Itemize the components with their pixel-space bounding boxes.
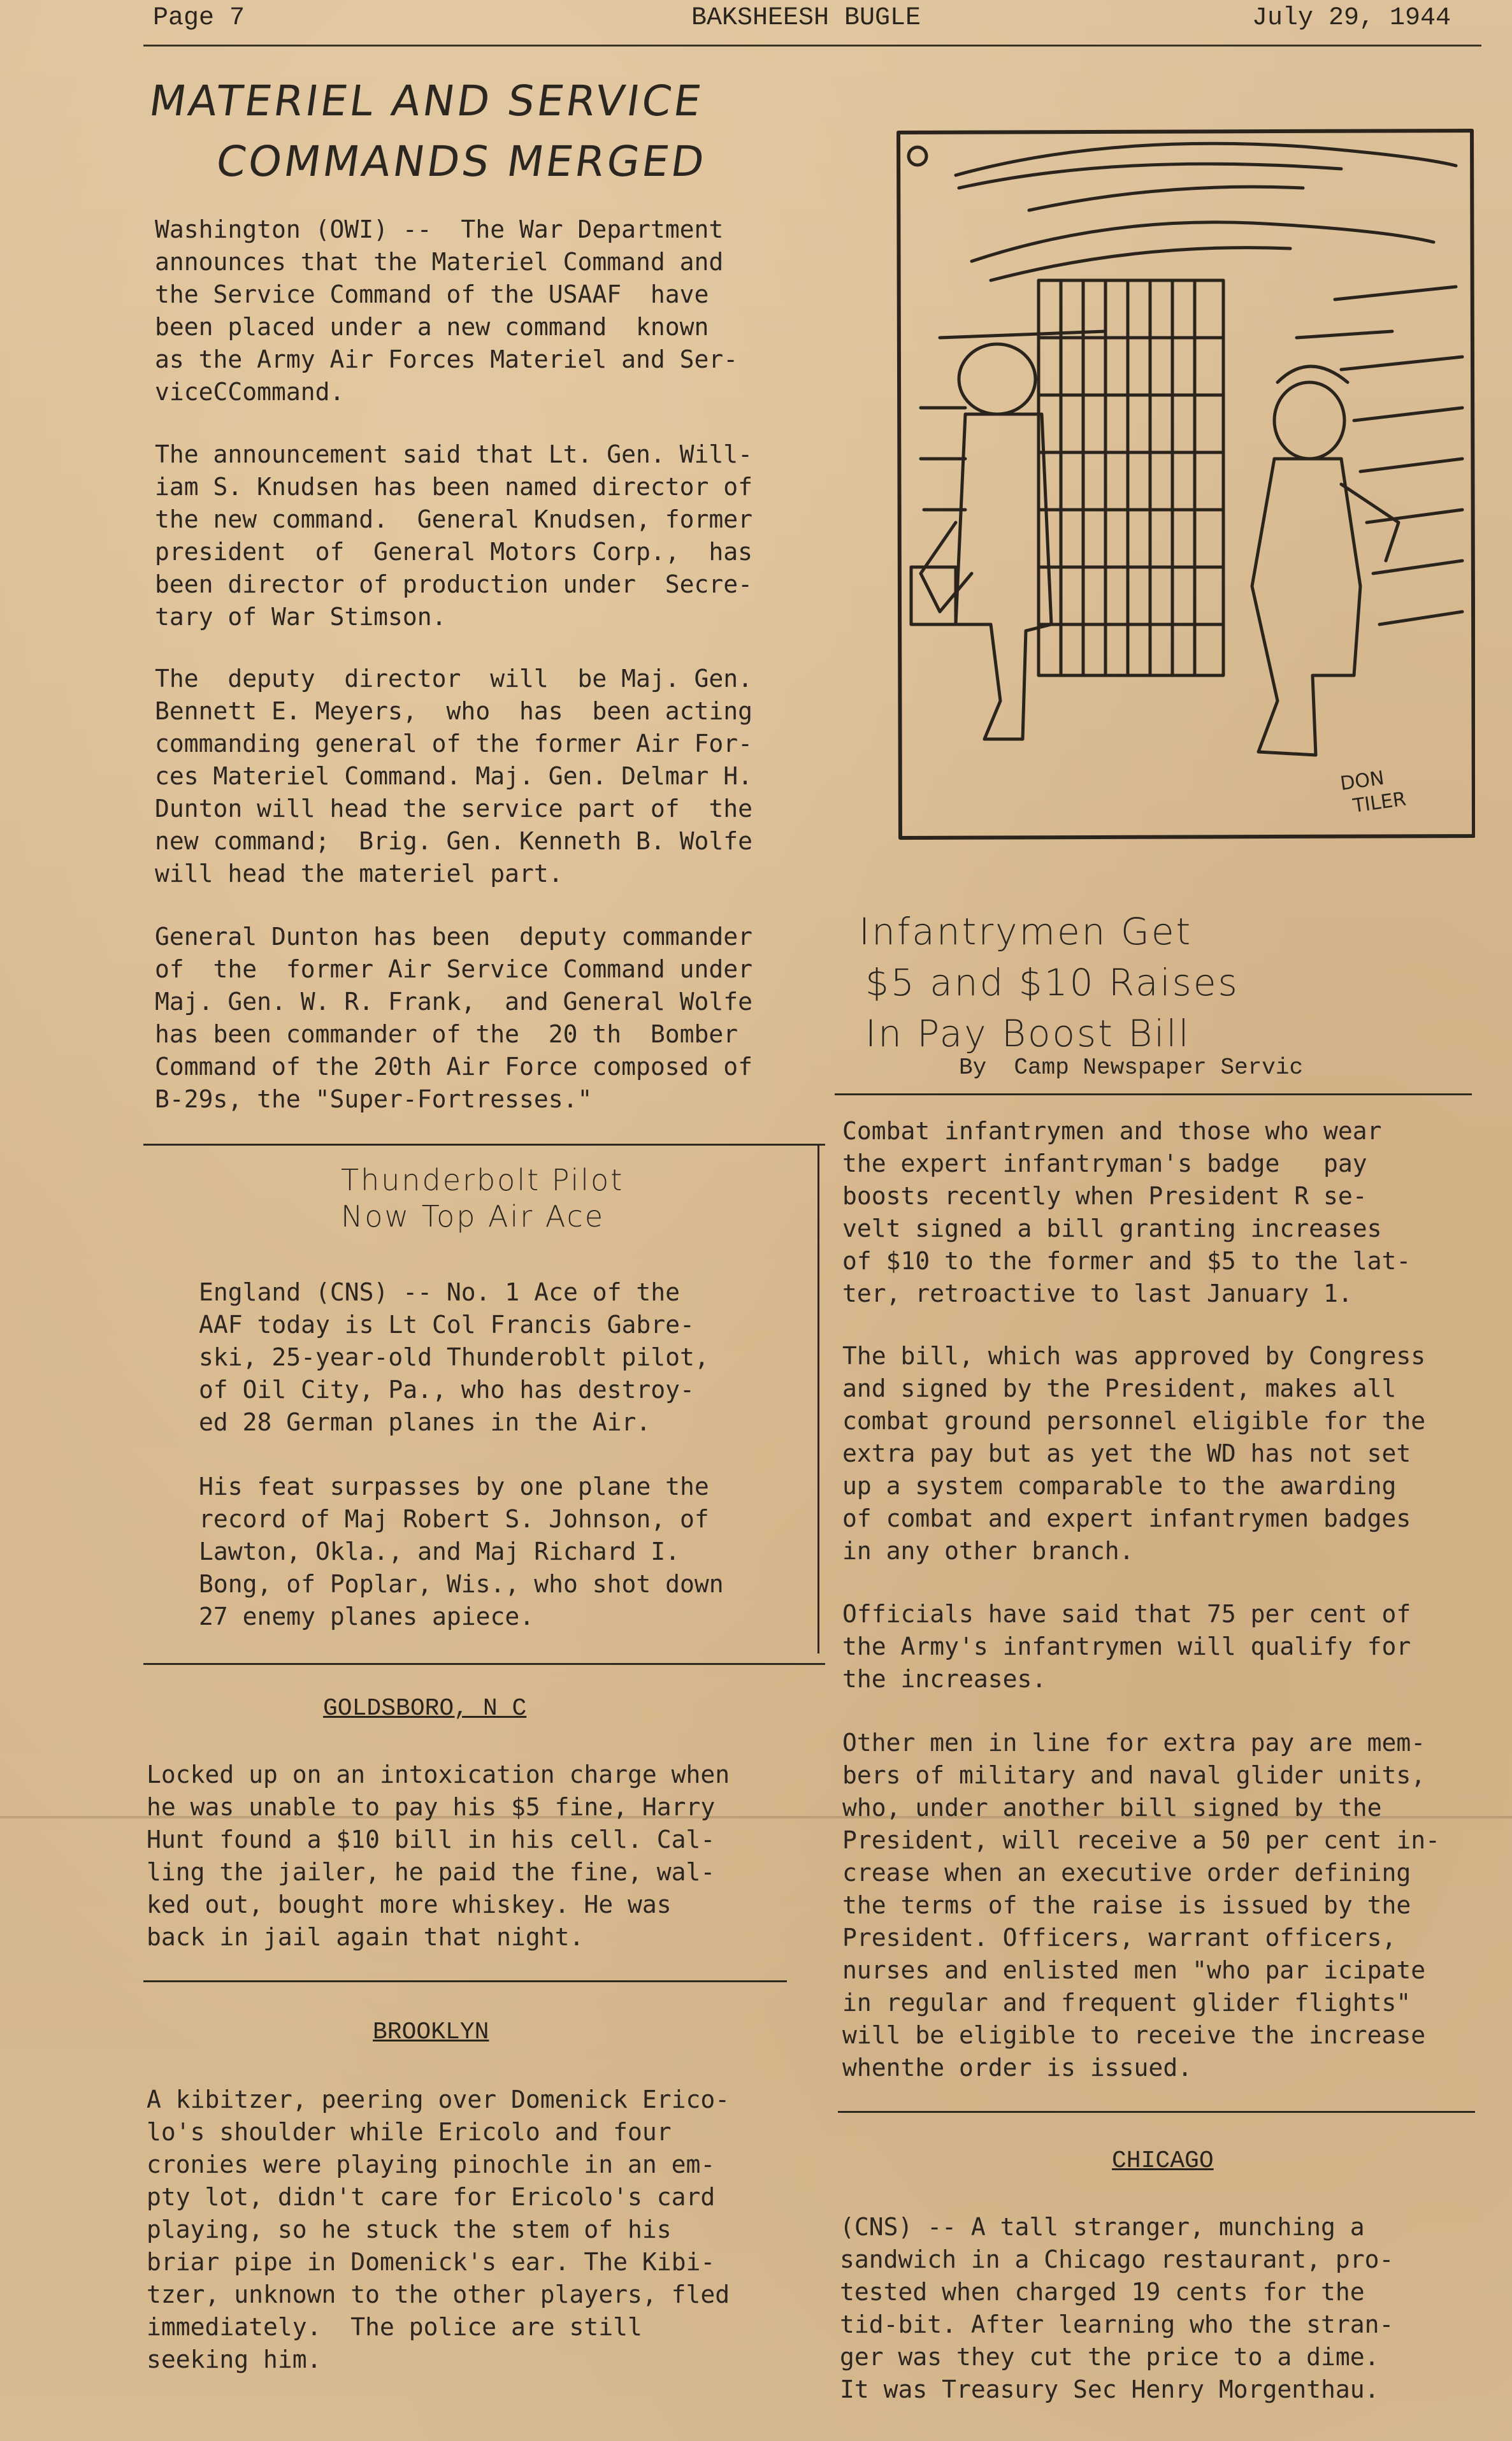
materiel-paragraph-3: The deputy director will be Maj. Gen. Bennett E. Meyers, who has been acting commanding general of the former Air For- ces Materiel Command. Maj. Gen. Delmar H. Dunton will head the service part of the new command; Brig. Gen. Kenneth B. Wolfe will head the materiel part. — [155, 665, 752, 888]
cartoon-signature-line2: TILER — [1351, 788, 1408, 817]
goldsboro-dateline: GOLDSBORO, N C — [323, 1695, 527, 1722]
chicago-paragraph: (CNS) -- A tall stranger, munching a sandwich in a Chicago restaurant, pro- tested when charged 19 cents for the tid-bit. After learning who the stran- ger was they cut the price to a dime. It was Treasury Sec Henry Morgenthau. — [840, 2213, 1394, 2403]
thunderbolt-headline-line1: Thunderbolt Pilot — [341, 1163, 624, 1197]
brooklyn-dateline: BROOKLYN — [373, 2019, 489, 2046]
materiel-paragraph-4: General Dunton has been deputy commander of the former Air Service Command under Maj. Gen. W. R. Frank, and General Wolfe has been commander of the 20 th Bomber Command of the 20th Air Force composed of B-29s, the "Super-Fortresses." — [155, 923, 752, 1113]
materiel-headline-line2: COMMANDS MERGED — [213, 137, 710, 186]
issue-date: July 29, 1944 — [1252, 4, 1451, 32]
cartoon-illustration — [895, 127, 1475, 841]
thunderbolt-box-bottom — [143, 1663, 825, 1665]
infantry-headline-line1: Infantrymen Get — [859, 910, 1193, 953]
masthead-title: BAKSHEESH BUGLE — [691, 4, 921, 32]
brooklyn-paragraph: A kibitzer, peering over Domenick Erico- lo's shoulder while Ericolo and four cronies were playing pinochle in an em- pty lot, didn't care for Ericolo's card playing, so he stuck the stem of his briar pipe in Domenick's ear. The Kibi- tzer, unknown to the other players, fled immediately. The police are still seeking him. — [147, 2085, 730, 2373]
infantry-end-rule — [838, 2111, 1475, 2113]
infantry-paragraph-2: The bill, which was approved by Congress and signed by the President, makes all combat ground personnel eligible for the extra pay but as yet the WD has not set up a system comparable to the awarding of combat and expert infantrymen badges in any other branch. — [842, 1342, 1426, 1565]
chicago-dateline: CHICAGO — [1112, 2147, 1214, 2175]
materiel-headline-line1: MATERIEL AND SERVICE — [146, 76, 707, 126]
infantry-paragraph-4: Other men in line for extra pay are mem- bers of military and naval glider units, who, under another bill signed by the President, will receive a 50 per cent in- crease when an executive order defining the terms of the raise is issued by the President. Officers, warrant officers, nurses and enlisted men "who par icipate in regular and frequent glider flights" will be eligible to receive the increase whenthe order is issued. — [842, 1729, 1440, 2082]
infantry-headline-line2: $5 and $10 Raises — [865, 961, 1239, 1004]
goldsboro-paragraph: Locked up on an intoxication charge when he was unable to pay his $5 fine, Harry Hunt found a $10 bill in his cell. Cal- ling the jailer, he paid the fine, wal- ked out, bought more whiskey. He was back in jail again that night. — [147, 1761, 730, 1951]
cartoon-signature-line1: DON — [1339, 767, 1386, 795]
materiel-paragraph-1: Washington (OWI) -- The War Department announces that the Materiel Command and the Service Command of the USAAF have been placed under a new command known as the Army Air Forces Materiel and Ser- viceCCommand. — [155, 215, 738, 406]
page-number: Page 7 — [153, 4, 245, 32]
thunderbolt-paragraph-2: His feat surpasses by one plane the record of Maj Robert S. Johnson, of Lawton, Okla., and Maj Richard I. Bong, of Poplar, Wis., who shot down 27 enemy planes apiece. — [199, 1473, 724, 1631]
header-rule — [143, 45, 1481, 47]
thunderbolt-box-right — [817, 1144, 819, 1653]
thunderbolt-box-top — [143, 1144, 825, 1146]
infantry-headline-line3: In Pay Boost Bill — [865, 1012, 1191, 1055]
infantry-byline-rule — [835, 1093, 1472, 1095]
thunderbolt-paragraph-1: England (CNS) -- No. 1 Ace of the AAF today is Lt Col Francis Gabre- ski, 25-year-old Thunderoblt pilot, of Oil City, Pa., who has destroy- ed 28 German planes in the Air. — [199, 1278, 709, 1436]
infantry-paragraph-3: Officials have said that 75 per cent of the Army's infantrymen will qualify for the increases. — [842, 1600, 1411, 1693]
infantry-paragraph-1: Combat infantrymen and those who wear the expert infantryman's badge pay boosts recently when President R se- velt signed a bill granting increases of $10 to the former and $5 to the lat- ter, retroactive to last January 1. — [842, 1117, 1411, 1307]
infantry-byline: By Camp Newspaper Servic — [959, 1055, 1304, 1081]
materiel-paragraph-2: The announcement said that Lt. Gen. Will- iam S. Knudsen has been named director of the new command. General Knudsen, former president of General Motors Corp., has been director of production under Secre- tary of War Stimson. — [155, 440, 752, 631]
goldsboro-rule — [143, 1980, 787, 1982]
thunderbolt-headline-line2: Now Top Air Ace — [341, 1199, 605, 1234]
